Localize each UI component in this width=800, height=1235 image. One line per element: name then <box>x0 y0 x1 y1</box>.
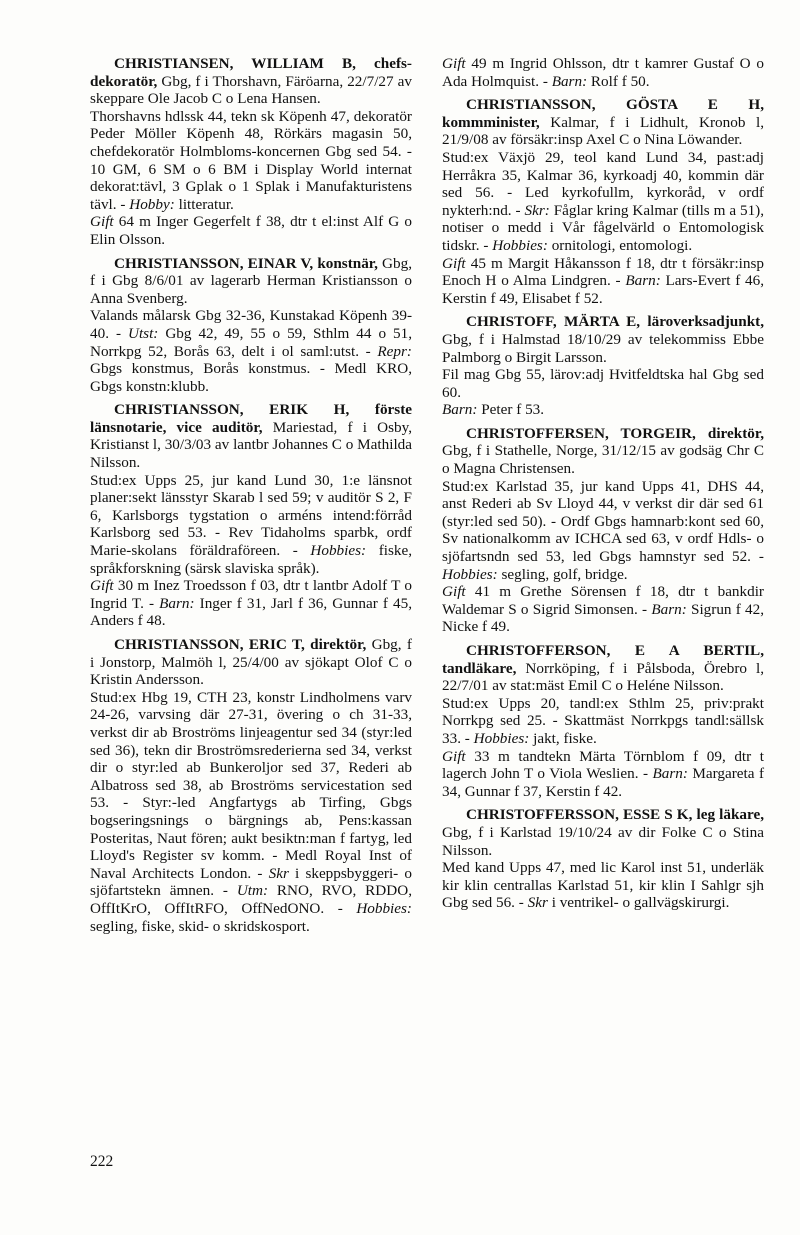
entry-career: Thorshavns hdlssk 44, tekn sk Köpenh 47, dekoratör Peder Möller Köpenh 48, Rörkärs magasin 50, chefdekoratör Holmbloms-koncernen Gbg sed 54. - 10 GM, 6 SM o 6 BM i Display World internat dekorat:tävl, 3 Gplak o 1 Splak i Manufakturistens tävl. - Hobby: litteratur. <box>90 107 412 213</box>
entry-family: Gift 33 m tandtekn Märta Törnblom f 09, dtr t lagerch John T o Viola Weslien. - Barn: Margareta f 34, Gunnar f 37, Kerstin f 42. <box>442 747 765 800</box>
entry-family: Gift 45 m Margit Håkansson f 18, dtr t försäkr:insp Enoch H o Alma Lindgren. - Barn: Lars-Evert f 46, Kerstin f 49, Elisabet f 52. <box>442 254 765 307</box>
entry-heading <box>442 425 764 478</box>
entry-birth: Norrköping, f i Pålsboda, Örebro l, 22/7/01 av stat:mäst Emil C o Heléne Nilsson. <box>442 659 764 695</box>
entry-career: Med kand Upps 47, med lic Karol inst 51, underläk kir klin centrallas Karlstad 51, kir klin I Sahlgr sjh Gbg sed 56. - Skr i ventrikel- o gallvägskirurgi. <box>442 859 764 912</box>
entry-family: Gift 41 m Grethe Sörensen f 18, dtr t bankdir Waldemar S o Sigrid Simonsen. - Barn: Sigrun f 42, Nicke f 49. <box>442 583 765 636</box>
entry-career: Valands målarsk Gbg 32-36, Kunstakad Köpenh 39-40. - Utst: Gbg 42, 49, 55 o 59, Sthlm 44 o 51, Norrkpg 52, Borås 63, delt i ol saml:utst. - Repr: Gbgs konstmus, Borås konstmus. - Medl KRO, Gbgs konstn:klubb. <box>90 307 412 395</box>
entry-family: Gift 30 m Inez Troedsson f 03, dtr t lantbr Adolf T o Ingrid T. - Barn: Inger f 31, Jarl f 36, Gunnar f 45, Anders f 48. <box>90 577 412 630</box>
left-column <box>90 55 412 941</box>
entry-heading <box>90 636 412 689</box>
entry-career: Fil mag Gbg 55, lärov:adj Hvitfeldtska hal Gbg sed 60. <box>442 366 764 401</box>
entry-name: CHRISTIANSEN, WILLIAM B, <box>114 55 356 72</box>
entry-heading <box>442 313 764 366</box>
entry-role: tandläkare, <box>442 659 517 677</box>
entry-name: CHRISTOFF, MÄRTA E, <box>466 313 641 331</box>
entry-continuation <box>442 55 764 90</box>
entry-marta-christoff <box>442 313 764 419</box>
entry-heading <box>442 806 764 859</box>
entry-heading <box>90 255 412 308</box>
entry-role: chefs-dekoratör, <box>90 55 412 90</box>
entry-role: kommminister, <box>442 113 540 131</box>
entry-career: Stud:ex Hbg 19, CTH 23, konstr Lindholmens varv 24-26, varvsing där 27-31, övering o ch 31-33, verkst dir ab Broströms linjeagentur sed 34 (styr:led sed 36), tekn dir Broströmsrederierna sed 34, verkst dir o styr:led ab Bunkeroljor sed 37, Rederi ab Albatross sed 38, ab Broströms servicestation sed 53. - Styr:-led Angfartygs ab Tirfing, Gbgs bogseringsnings o bärgnings ab, Pens:kassan Posteritas, Naut fören; aukt besiktn:man f fartyg, led Lloyd's Register sv komm. - Medl Royal Inst of Naval Architects London. - Skr i skeppsbyggeri- o sjöfartstekn ämnen. - Utm: RNO, RVO, RDDO, OffItKrO, OffItRFO, OffNedONO. - Hobbies: segling, fiske, skid- o skridskosport. <box>90 688 413 935</box>
entry-birth: Mariestad, f i Osby, Kristianst l, 30/3/03 av lantbr Johannes C o Mathilda Nilsson. <box>90 418 413 472</box>
entry-family: Gift 64 m Inger Gegerfelt f 38, dtr t el:inst Alf G o Elin Olsson. <box>90 213 413 248</box>
entry-name: CHRISTOFFERSSON, ESSE S K, <box>466 806 693 824</box>
entry-heading <box>90 55 412 108</box>
entry-bertil-christofferson <box>442 642 764 800</box>
entry-role: direktör, <box>310 636 367 653</box>
entry-career: Stud:ex Upps 20, tandl:ex Sthlm 25, priv:prakt Norrkpg sed 25. - Skattmäst Norrkpgs tandl:sällsk 33. - Hobbies: jakt, fiske. <box>442 694 764 747</box>
entry-birth: Gbg, f i Thorshavn, Färöarna, 22/7/27 av skeppare Ole Jacob C o Lena Hansen. <box>90 72 413 108</box>
entry-heading <box>442 642 764 695</box>
entry-birth: Gbg, f i Stathelle, Norge, 31/12/15 av godsäg Chr C o Magna Christensen. <box>442 442 764 478</box>
entry-erik-christiansson <box>90 401 412 630</box>
entry-birth: Gbg, f i Halmstad 18/10/29 av telekommiss Ebbe Palmborg o Birgit Larsson. <box>442 330 764 366</box>
entry-role: förste länsnotarie, vice auditör, <box>90 401 412 436</box>
entry-name: CHRISTOFFERSON, E A BERTIL, <box>466 642 764 659</box>
entry-name: CHRISTIANSSON, ERIC T, <box>114 636 305 653</box>
entry-name: CHRISTIANSSON, EINAR V, <box>114 254 314 272</box>
entry-career: Stud:ex Karlstad 35, jur kand Upps 41, DHS 44, anst Rederi ab Sv Lloyd 44, v verkst dir där sed 61 (styr:led sed 50). - Ordf Gbgs hamnarb:kont sed 60, Sv nationalkomm av ICHCA sed 63, v ordf Hdls- o sjöfartsndn sed 53, led Gbgs hamnstyr sed 52. - Hobbies: segling, golf, bridge. <box>442 477 764 583</box>
entry-heading <box>442 96 764 149</box>
entry-role: läroverksadjunkt, <box>647 313 765 331</box>
entry-eric-christiansson <box>90 636 412 935</box>
entry-name: CHRISTIANSSON, ERIK H, <box>114 401 350 419</box>
entry-einar-christiansson <box>90 255 412 396</box>
entry-family: Barn: Peter f 53. <box>442 401 545 419</box>
entry-career: Stud:ex Upps 25, jur kand Lund 30, 1:e länsnot planer:sekt länsstyr Skarab l sed 59; v auditör S 2, F 6, Karlsborgs tygstation o arméns intend:förråd Karlsborg sed 53. - Rev Tidaholms sparbk, ordf Marie-skolans föräldraföreen. - Hobbies: fiske, språkforskning (särsk slaviska språk). <box>90 471 413 577</box>
entry-family: Gift 49 m Ingrid Ohlsson, dtr t kamrer Gustaf O o Ada Holmquist. - Barn: Rolf f 50. <box>442 55 764 90</box>
right-column <box>442 55 764 918</box>
entry-heading <box>90 401 412 471</box>
entry-birth: Kalmar, f i Lidhult, Kronob l, 21/9/08 av försäkr:insp Axel C o Nina Löwander. <box>442 113 765 149</box>
entry-esse-christoffersson <box>442 806 764 912</box>
entry-torgeir-christoffersen <box>442 425 764 636</box>
entry-role: leg läkare, <box>696 806 764 824</box>
entry-birth: Gbg, f i Jonstorp, Malmöh l, 25/4/00 av sjökapt Olof C o Kristin Andersson. <box>90 636 412 689</box>
entry-role: konstnär, <box>317 254 378 272</box>
entry-career: Stud:ex Växjö 29, teol kand Lund 34, past:adj Herråkra 35, Kalmar 36, kyrkoadj 40, kommin där sed 56. - Led kyrkofullm, kyrkoråd, v ordf nykterh:nd. - Skr: Fåglar kring Kalmar (tills m a 51), notiser o medd i Vår fågelvärld o Entomologisk tidskr. - Hobbies: ornitologi, entomologi. <box>442 148 765 254</box>
entry-birth: Gbg, f i Gbg 8/6/01 av lagerarb Herman Kristiansson o Anna Svenberg. <box>90 254 412 307</box>
entry-birth: Gbg, f i Karlstad 19/10/24 av dir Folke C o Stina Nilsson. <box>442 823 764 859</box>
entry-william-christiansen <box>90 55 412 249</box>
page-number: 222 <box>90 1153 114 1170</box>
entry-name: CHRISTIANSSON, GÖSTA E H, <box>466 96 764 114</box>
entry-gosta-christiansson <box>442 96 764 307</box>
entry-name: CHRISTOFFERSEN, TORGEIR, <box>466 424 696 442</box>
entry-role: direktör, <box>707 424 764 442</box>
